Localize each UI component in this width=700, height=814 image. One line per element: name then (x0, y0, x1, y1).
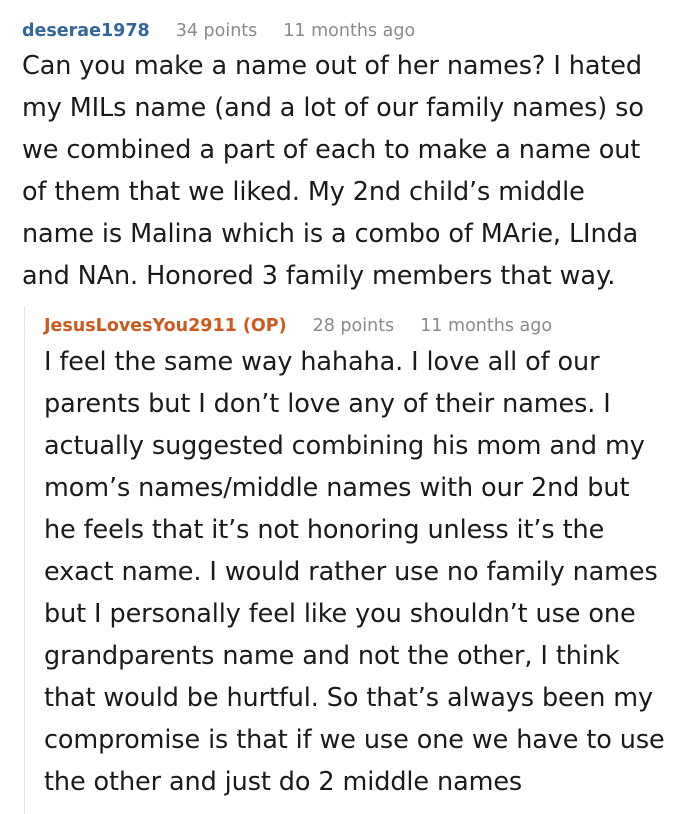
comment-timestamp[interactable]: 11 months ago (283, 21, 416, 41)
comment-line: my MILs name (and a lot of our family names) so (22, 93, 644, 123)
comment-body (44, 341, 700, 803)
comment-points: 28 points (312, 316, 395, 336)
comment-line: I feel the same way hahaha. I love all of our (44, 347, 600, 377)
comment (0, 0, 700, 297)
comment-line: grandparents name and not the other, I think (44, 641, 620, 671)
comment-meta (22, 18, 700, 44)
comment-line: compromise is that if we use one we have to use (44, 725, 665, 755)
comment-line: parents but I don’t love any of their names. I (44, 389, 611, 419)
comment-line: but I personally feel like you shouldn’t use one (44, 599, 636, 629)
comment-points: 34 points (175, 21, 258, 41)
comment-line: of them that we liked. My 2nd child’s middle (22, 177, 585, 207)
comment-line: actually suggested combining his mom and my (44, 431, 645, 461)
comment-line: and NAn. Honored 3 family members that way. (22, 261, 616, 291)
comment-line: Can you make a name out of her names? I hated (22, 51, 642, 81)
comment-line: mom’s names/middle names with our 2nd but (44, 473, 630, 503)
comment-line: we combined a part of each to make a name out (22, 135, 641, 165)
comment-meta (44, 313, 700, 339)
comment-timestamp[interactable]: 11 months ago (420, 316, 553, 336)
comment-line: exact name. I would rather use no family names (44, 557, 658, 587)
comment-line: name is Malina which is a combo of MArie, LInda (22, 219, 639, 249)
comment-body (22, 45, 700, 297)
comment-line: that would be hurtful. So that’s always been my (44, 683, 654, 713)
comment-username[interactable]: deserae1978 (22, 21, 150, 41)
comment-username-op[interactable]: JesusLovesYou2911 (OP) (44, 316, 287, 336)
reply-comment (24, 306, 700, 814)
comment-line: the other and just do 2 middle names (44, 767, 523, 797)
comment-line: he feels that it’s not honoring unless it’s the (44, 515, 605, 545)
